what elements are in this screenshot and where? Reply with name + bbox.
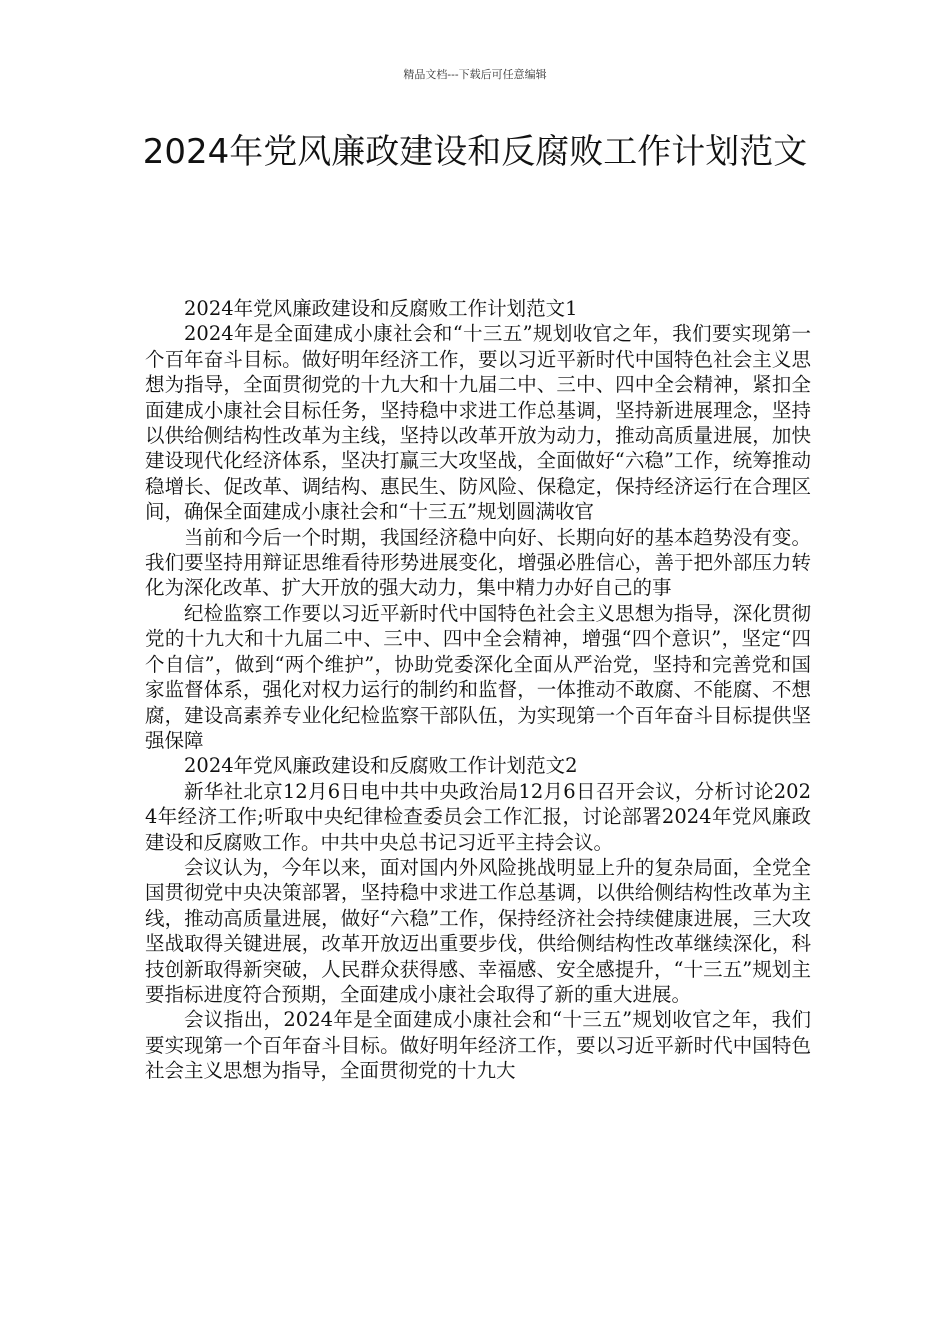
body-paragraph: 2024年是全面建成小康社会和“十三五”规划收官之年，我们要实现第一个百年奋斗目标。做好明年经济工作，要以习近平新时代中国特色社会主义思想为指导，全面贯彻党的十九大和十九届二中、三中、四中全会精神，紧扣全面建成小康社会目标任务，坚持稳中求进工作总基调，坚持新进展理念，坚持以供给侧结构性改革为主线，坚持以改革开放为动力，推动高质量进展，加快建设现代化经济体系，坚决打赢三大攻坚战，全面做好“六稳”工作，统筹推动稳增长、促改革、调结构、惠民生、防风险、保稳定，保持经济运行在合理区间，确保全面建成小康社会和“十三五”规划圆满收官 — [145, 322, 811, 524]
body-paragraph: 会议指出，2024年是全面建成小康社会和“十三五”规划收官之年，我们要实现第一个百年奋斗目标。做好明年经济工作，要以习近平新时代中国特色社会主义思想为指导，全面贯彻党的十九大 — [145, 1008, 811, 1083]
document-body — [145, 296, 811, 1084]
body-paragraph: 新华社北京12月6日电中共中央政治局12月6日召开会议，分析讨论2024年经济工作;听取中央纪律检查委员会工作汇报，讨论部署2024年党风廉政建设和反腐败工作。中共中央总书记习近平主持会议。 — [145, 779, 811, 854]
body-paragraph: 当前和今后一个时期，我国经济稳中向好、长期向好的基本趋势没有变。我们要坚持用辩证思维看待形势进展变化，增强必胜信心，善于把外部压力转化为深化改革、扩大开放的强大动力，集中精力办好自己的事 — [145, 525, 811, 600]
section-heading-2: 2024年党风廉政建设和反腐败工作计划范文2 — [184, 754, 578, 778]
document-title: 2024年党风廉政建设和反腐败工作计划范文 — [142, 132, 808, 172]
header-note: 精品文档---下载后可任意编辑 — [403, 68, 547, 81]
body-paragraph: 纪检监察工作要以习近平新时代中国特色社会主义思想为指导，深化贯彻党的十九大和十九届二中、三中、四中全会精神，增强“四个意识”，坚定“四个自信”，做到“两个维护”，协助党委深化全面从严治党，坚持和完善党和国家监督体系，强化对权力运行的制约和监督，一体推动不敢腐、不能腐、不想腐，建设高素养专业化纪检监察干部队伍，为实现第一个百年奋斗目标提供坚强保障 — [145, 601, 811, 752]
section-heading-1: 2024年党风廉政建设和反腐败工作计划范文1 — [184, 297, 578, 320]
body-paragraph: 会议认为，今年以来，面对国内外风险挑战明显上升的复杂局面，全党全国贯彻党中央决策部署，坚持稳中求进工作总基调，以供给侧结构性改革为主线，推动高质量进展，做好“六稳”工作，保持经济社会持续健康进展，三大攻坚战取得关键进展，改革开放迈出重要步伐，供给侧结构性改革继续深化，科技创新取得新突破，人民群众获得感、幸福感、安全感提升，“十三五”规划主要指标进度符合预期，全面建成小康社会取得了新的重大进展。 — [145, 855, 811, 1006]
